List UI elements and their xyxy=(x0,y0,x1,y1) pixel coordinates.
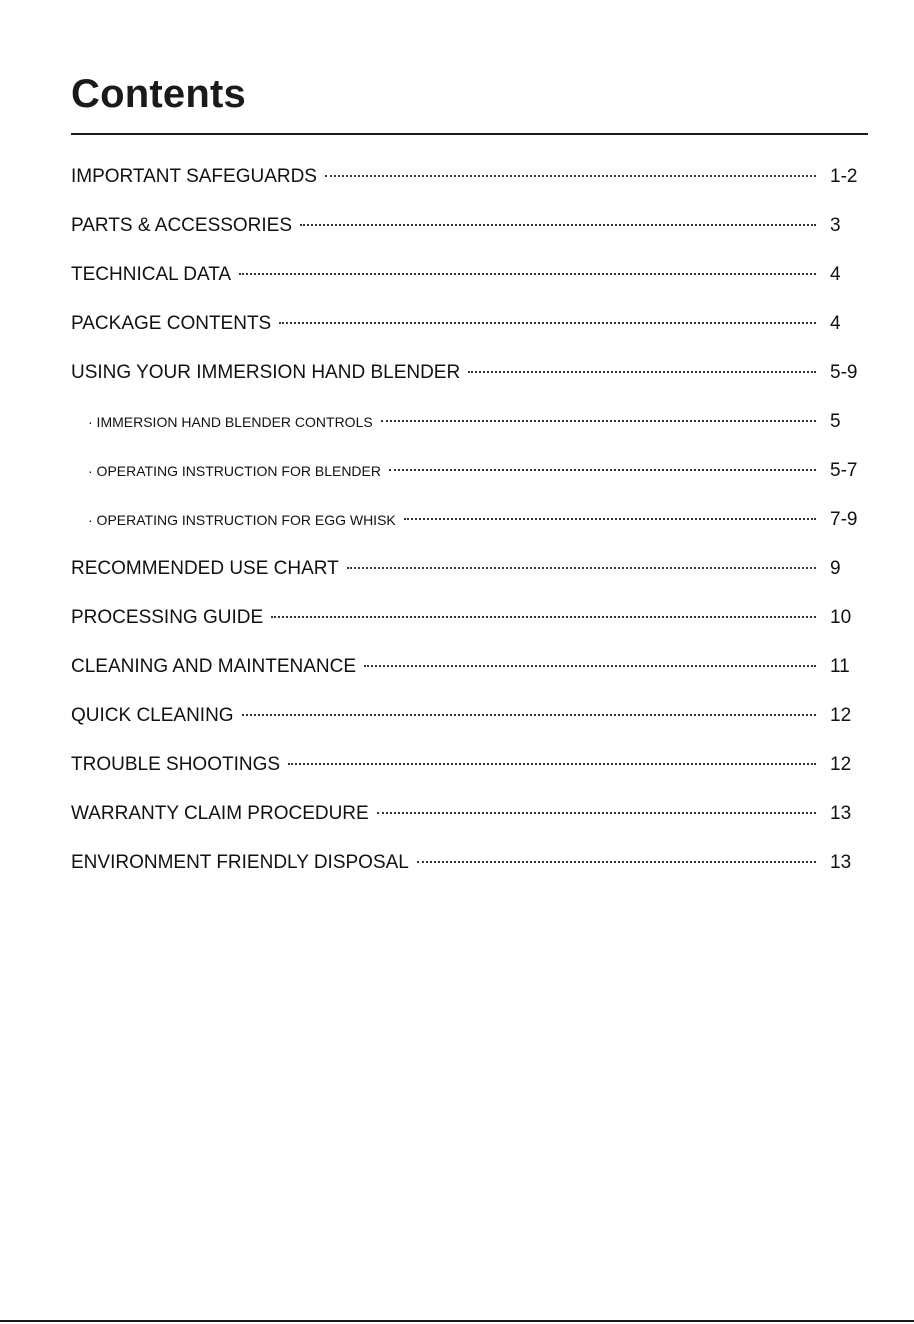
toc-entry-title: QUICK CLEANING xyxy=(71,705,234,726)
toc-entry[interactable] xyxy=(71,754,868,803)
toc-entry-page: 10 xyxy=(830,607,852,628)
toc-entry[interactable] xyxy=(71,264,868,313)
toc-entry-title: ENVIRONMENT FRIENDLY DISPOSAL xyxy=(71,852,409,873)
toc-entry-page: 4 xyxy=(830,313,841,334)
page-title: Contents xyxy=(71,72,246,116)
toc-entry-title: PARTS & ACCESSORIES xyxy=(71,215,293,236)
toc-entry-title: TECHNICAL DATA xyxy=(71,264,232,285)
toc-entry[interactable] xyxy=(71,362,868,411)
dot-leader xyxy=(242,714,816,716)
dot-leader xyxy=(279,322,816,324)
dot-leader xyxy=(404,518,816,520)
toc-entry-page: 4 xyxy=(830,264,841,285)
toc-subentry[interactable] xyxy=(71,411,868,460)
toc-entry-page: 13 xyxy=(830,852,852,873)
title-divider xyxy=(71,133,868,135)
dot-leader xyxy=(381,420,816,422)
dot-leader xyxy=(389,469,816,471)
toc-entry[interactable] xyxy=(71,803,868,852)
toc-subentry-title: · OPERATING INSTRUCTION FOR BLENDER xyxy=(88,463,381,479)
toc-subentry[interactable] xyxy=(71,509,868,558)
toc-entry-page: 9 xyxy=(830,558,841,579)
toc-subentry-page: 7-9 xyxy=(830,509,858,530)
toc-subentry-page: 5 xyxy=(830,411,841,432)
toc-entry-title: IMPORTANT SAFEGUARDS xyxy=(71,166,317,187)
toc-subentry-title: · OPERATING INSTRUCTION FOR EGG WHISK xyxy=(88,512,396,528)
dot-leader xyxy=(347,567,816,569)
toc-entry[interactable] xyxy=(71,313,868,362)
toc-subentry-title: · IMMERSION HAND BLENDER CONTROLS xyxy=(88,414,373,430)
dot-leader xyxy=(300,224,816,226)
dot-leader xyxy=(468,371,816,373)
toc-entry-page: 12 xyxy=(830,705,852,726)
toc-entry[interactable] xyxy=(71,705,868,754)
toc-subentry-page: 5-7 xyxy=(830,460,858,481)
toc-entry-title: WARRANTY CLAIM PROCEDURE xyxy=(71,803,369,824)
toc-entry-title: RECOMMENDED USE CHART xyxy=(71,558,339,579)
toc-entry-page: 13 xyxy=(830,803,852,824)
dot-leader xyxy=(288,763,816,765)
page-bottom-rule xyxy=(0,1320,914,1322)
toc-entry[interactable] xyxy=(71,558,868,607)
dot-leader xyxy=(325,175,816,177)
dot-leader xyxy=(377,812,816,814)
toc-subentry[interactable] xyxy=(71,460,868,509)
toc-entry-title: USING YOUR IMMERSION HAND BLENDER xyxy=(71,362,461,383)
toc-entry[interactable] xyxy=(71,215,868,264)
toc-entry-page: 1-2 xyxy=(830,166,858,187)
toc-entry-page: 12 xyxy=(830,754,852,775)
table-of-contents xyxy=(71,166,868,901)
toc-entry[interactable] xyxy=(71,656,868,705)
dot-leader xyxy=(239,273,816,275)
toc-entry[interactable] xyxy=(71,852,868,901)
toc-entry[interactable] xyxy=(71,166,868,215)
toc-entry-page: 5-9 xyxy=(830,362,858,383)
dot-leader xyxy=(271,616,816,618)
dot-leader xyxy=(417,861,816,863)
toc-entry-title: TROUBLE SHOOTINGS xyxy=(71,754,281,775)
toc-entry-page: 3 xyxy=(830,215,841,236)
toc-entry-page: 11 xyxy=(830,656,850,677)
toc-entry-title: PROCESSING GUIDE xyxy=(71,607,264,628)
dot-leader xyxy=(364,665,816,667)
toc-entry[interactable] xyxy=(71,607,868,656)
toc-entry-title: CLEANING AND MAINTENANCE xyxy=(71,656,357,677)
toc-entry-title: PACKAGE CONTENTS xyxy=(71,313,272,334)
